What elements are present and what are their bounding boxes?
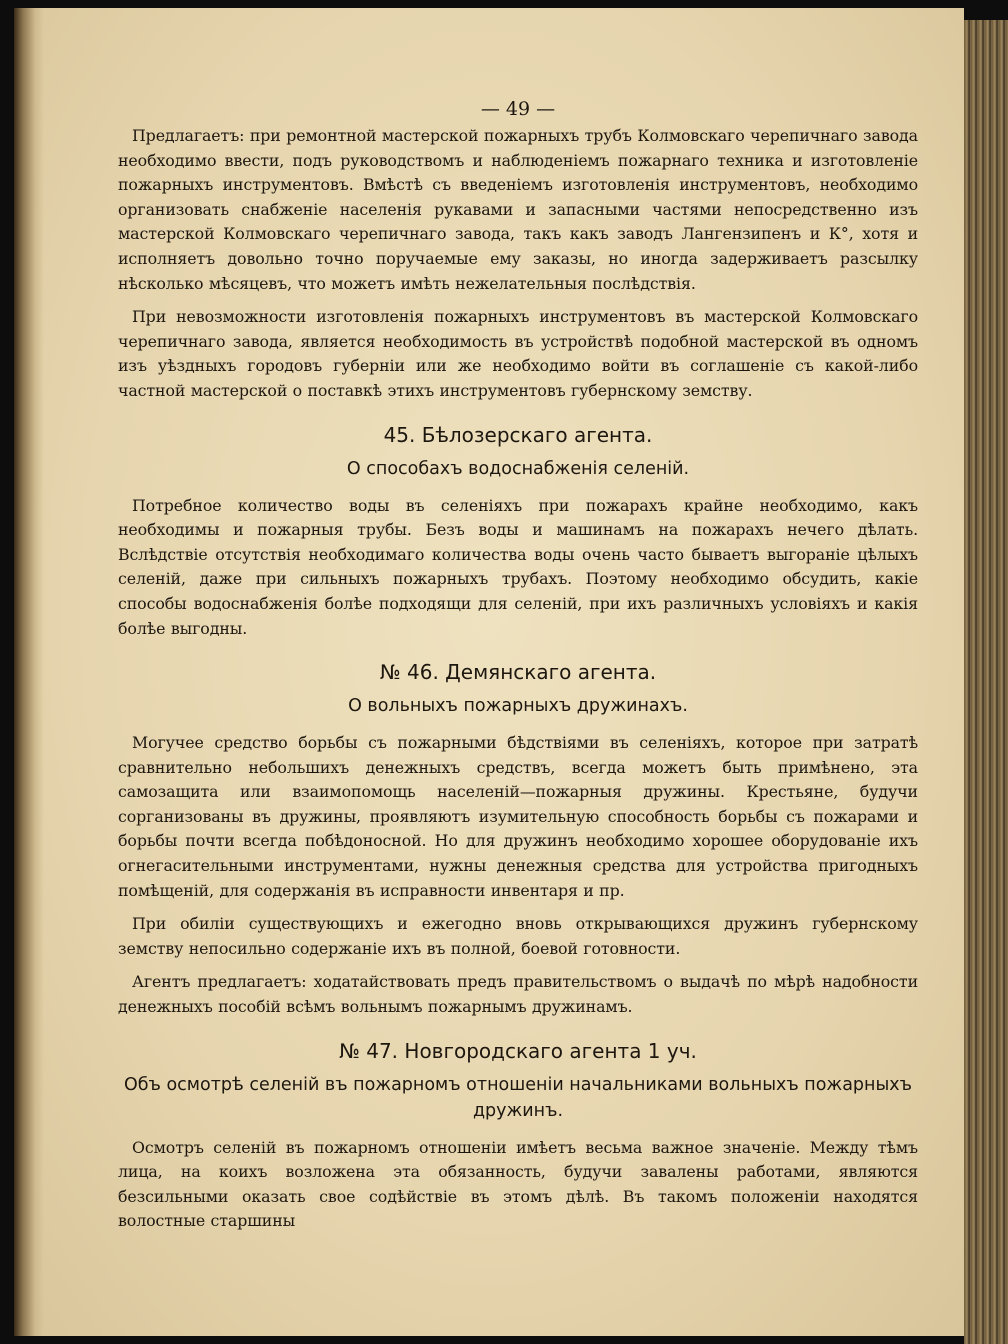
section-45-subheading: О способахъ водоснабженія селеній.: [346, 458, 690, 479]
book-page: [14, 8, 964, 1336]
paragraph-proposal: Предлагаетъ: при ремонтной мастерской пожарныхъ трубъ Колмовскаго черепичнаго завода необходимо ввести, подъ руководствомъ и наблюденіемъ пожарнаго техника и изготовленіе пожарныхъ инструментовъ. Вмѣстѣ съ введеніемъ изготовленія инструментовъ, необходимо организовать снабженіе населенія рукавами и запасными частями непосредственно изъ мастерской Колмовскаго черепичнаго завода, такъ какъ заводъ Лангензипенъ и К°, хотя и исполняетъ довольно точно поручаемые ему заказы, но иногда задерживаетъ разсылку нѣсколько мѣсяцевъ, что можетъ имѣть нежелательныя послѣдствія.: [118, 126, 918, 293]
section-47-subheading: Объ осмотрѣ селеній въ пожарномъ отношеніи начальниками вольныхъ пожарныхъ дружинъ.: [123, 1074, 913, 1121]
page-spine-shadow: [14, 8, 44, 1336]
section-46-paragraph-1: Могучее средство борьбы съ пожарными бѣдствіями въ селеніяхъ, которое при затратѣ сравнительно небольшихъ денежныхъ средствъ, всегда можетъ быть примѣнено, эта самозащита или взаимопомощь населеній—пожарныя дружины. Крестьяне, будучи сорганизованы въ дружины, проявляютъ изумительную способность борьбы съ пожарами и борьбы почти всегда побѣдоносной. Но для дружинъ необходимо хорошее оборудованіе ихъ огнегасительными инструментами, нужны денежныя средства для устройства пригодныхъ помѣщеній, для содержанія въ исправности инвентаря и пр.: [118, 733, 918, 900]
page-content: [118, 94, 918, 1243]
section-46-paragraph-2: При обиліи существующихъ и ежегодно вновь открывающихся дружинъ губернскому земству непосильно содержаніе ихъ въ полной, боевой готовности.: [118, 914, 918, 958]
section-45-heading: 45. Бѣлозерскаго агента.: [383, 422, 653, 447]
section-46-heading: № 46. Демянскаго агента.: [379, 660, 657, 685]
page-number: — 49 —: [480, 98, 556, 120]
section-46-subheading: О вольныхъ пожарныхъ дружинахъ.: [348, 696, 688, 717]
page-stack-edge: [964, 20, 1008, 1344]
paragraph-impossibility: При невозможности изготовленія пожарныхъ инструментовъ въ мастерской Колмовскаго черепичнаго завода, является необходимость въ устройствѣ подобной мастерской въ одномъ изъ уѣздныхъ городовъ губерніи или же необходимо войти въ соглашеніе съ какой-либо частной мастерской о поставкѣ этихъ инструментовъ губернскому земству.: [118, 307, 918, 400]
section-45-paragraph: Потребное количество воды въ селеніяхъ при пожарахъ крайне необходимо, какъ необходимы и пожарныя трубы. Безъ воды и машинамъ на пожарахъ нечего дѣлать. Вслѣдствіе отсутствія необходимаго количества воды очень часто бываетъ выгораніе цѣлыхъ селеній, даже при сильныхъ пожарныхъ трубахъ. Поэтому необходимо обсудить, какіе способы водоснабженія болѣе подходящи для селеній, при ихъ различныхъ условіяхъ и какія болѣе выгодны.: [118, 495, 918, 638]
section-47-paragraph: Осмотръ селеній въ пожарномъ отношеніи имѣетъ весьма важное значеніе. Между тѣмъ лица, на коихъ возложена эта обязанность, будучи завалены работами, являются безсильными оказать свое содѣйствіе въ этомъ дѣлѣ. Въ такомъ положеніи находятся волостные старшины: [118, 1137, 918, 1231]
section-46-paragraph-3: Агентъ предлагаетъ: ходатайствовать предъ правительствомъ о выдачѣ по мѣрѣ надобности денежныхъ пособій всѣмъ вольнымъ пожарнымъ дружинамъ.: [118, 972, 918, 1017]
section-47-heading: № 47. Новгородскаго агента 1 уч.: [339, 1038, 697, 1063]
